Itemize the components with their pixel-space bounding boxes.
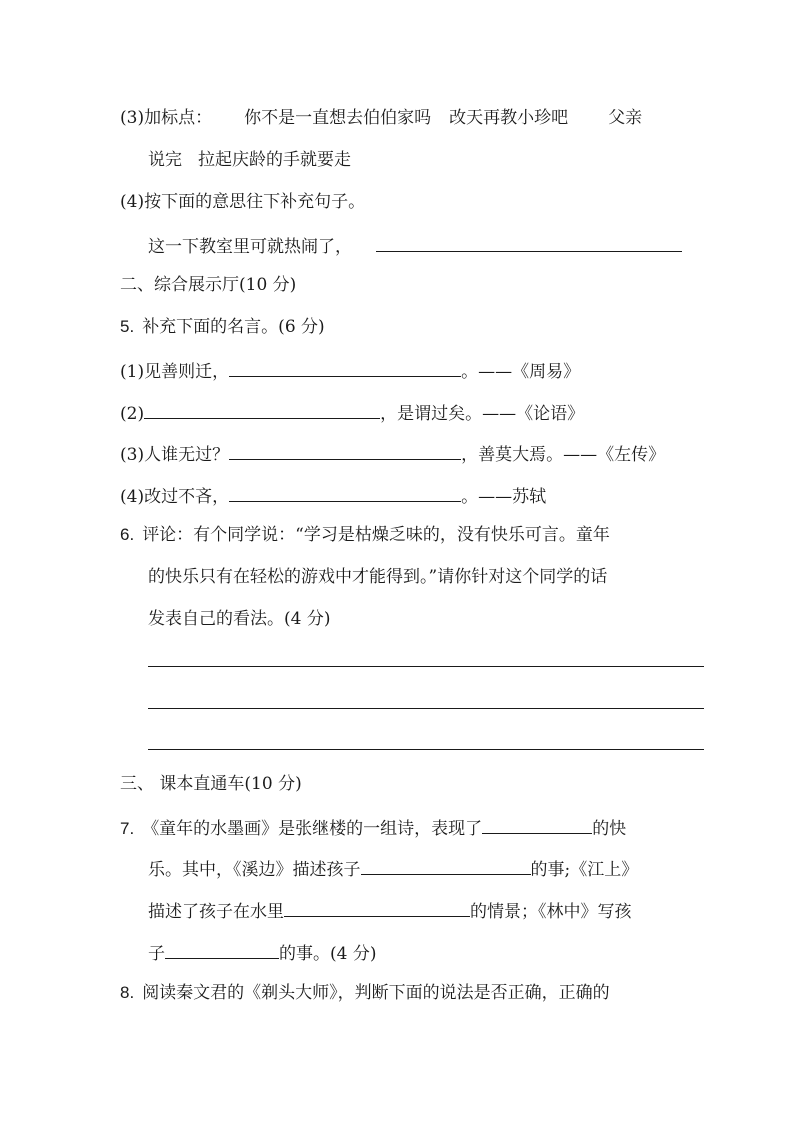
q7-line1-a: 《童年的水墨画》是张继楼的一组诗，表现了 — [142, 819, 483, 839]
q6-text-line1: 评论：有个同学说：“学习是枯燥乏味的，没有快乐可言。童年 — [142, 525, 610, 545]
q6-answer-line-3[interactable] — [148, 749, 704, 750]
q8-number: 8. — [120, 983, 135, 1002]
q6-line1 — [120, 524, 610, 546]
q7-line3-b: 的情景；《林中》写孩 — [470, 902, 632, 922]
q4-line — [148, 233, 682, 258]
q5-item3-pre: (3)人谁无过？ — [120, 445, 230, 465]
q5-item4-post: 。——苏轼 — [461, 487, 547, 507]
q5-item2-pre: (2) — [120, 404, 145, 424]
q3-phrase4: 说完 — [148, 150, 182, 170]
q5-item2-post: ，是谓过矣。——《论语》 — [380, 404, 585, 424]
q5-number: 5. — [120, 317, 135, 336]
q5-item2 — [120, 400, 584, 425]
q7-line4-b: 的事。(4 分) — [279, 944, 377, 964]
q7-line1 — [120, 815, 626, 840]
q3-label: (3)加标点： — [120, 108, 213, 128]
q7-line4-a: 子 — [148, 944, 165, 964]
q5-item4-pre: (4)改过不吝， — [120, 487, 230, 507]
q3-phrase1: 你不是一直想去伯伯家吗 — [244, 108, 432, 128]
q5-item2-blank[interactable] — [144, 400, 380, 419]
q4-label: (4)按下面的意思往下补充句子。 — [120, 192, 366, 212]
q8-text: 阅读秦文君的《剃头大师》，判断下面的说法是否正确，正确的 — [142, 983, 610, 1003]
q6-text-line3: 发表自己的看法。(4 分) — [148, 609, 331, 629]
q5-item4 — [120, 483, 546, 508]
q5-item1-pre: (1)见善则迁， — [120, 362, 230, 382]
section3-title: 三、 课本直通车(10 分) — [120, 774, 302, 794]
q7-line2 — [148, 856, 638, 881]
q4-sentence: 这一下教室里可就热闹了， — [148, 237, 352, 257]
q5-item4-blank[interactable] — [229, 483, 461, 502]
q5-item3 — [120, 441, 665, 466]
q7-line3-a: 描述了孩子在水里 — [148, 902, 284, 922]
q7-line1-b: 的快 — [592, 819, 627, 839]
q7-line2-b: 的事;《江上》 — [530, 860, 639, 880]
q7-blank-3[interactable] — [284, 898, 470, 917]
q6-text-line2: 的快乐只有在轻松的游戏中才能得到。”请你针对这个同学的话 — [148, 567, 608, 587]
q7-number: 7. — [120, 819, 135, 838]
q5-item1-post: 。——《周易》 — [461, 362, 581, 382]
q5-item1-blank[interactable] — [229, 358, 461, 377]
q3-phrase5: 拉起庆龄的手就要走 — [198, 150, 351, 170]
q7-line4 — [148, 940, 376, 965]
q5-item3-blank[interactable] — [229, 441, 461, 460]
q5-prompt: 补充下面的名言。(6 分) — [142, 317, 325, 337]
q7-line3 — [148, 898, 632, 923]
q5-header — [120, 316, 325, 338]
q3-line2 — [148, 149, 351, 171]
q6-number: 6. — [120, 525, 135, 544]
q7-line2-a: 乐。其中，《溪边》描述孩子 — [148, 860, 361, 880]
q5-item3-post: ，善莫大焉。——《左传》 — [461, 445, 666, 465]
q6-answer-line-1[interactable] — [148, 666, 704, 667]
q7-blank-2[interactable] — [361, 856, 531, 875]
q5-item1 — [120, 358, 580, 383]
q7-blank-4[interactable] — [165, 940, 279, 959]
q3-phrase3: 父亲 — [608, 108, 643, 128]
q7-blank-1[interactable] — [482, 815, 592, 834]
q8-line1 — [120, 982, 610, 1004]
section2-title: 二、综合展示厅(10 分) — [120, 275, 297, 295]
q4-answer-blank[interactable] — [376, 233, 682, 252]
q3-phrase2: 改天再教小珍吧 — [449, 108, 569, 128]
q3-line1 — [120, 107, 642, 129]
q6-answer-line-2[interactable] — [148, 708, 704, 709]
